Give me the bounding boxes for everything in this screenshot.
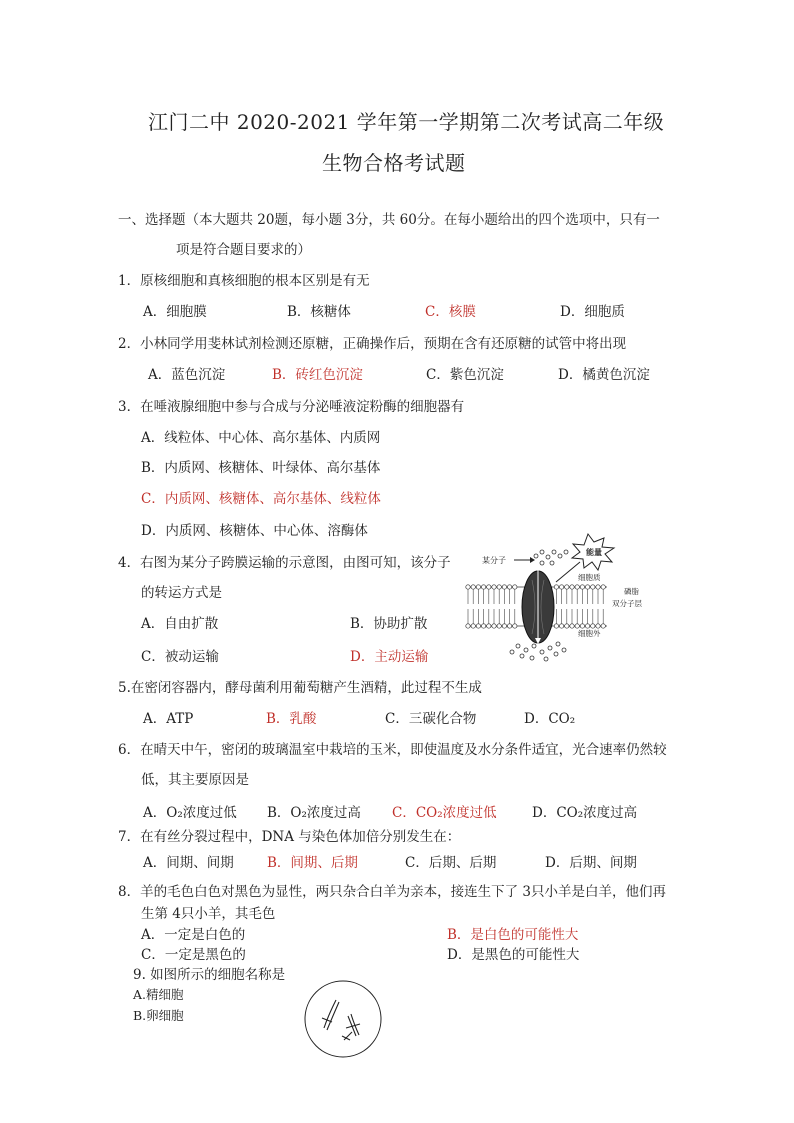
lipid-head: [559, 624, 563, 628]
q6-option-a[interactable]: A．O₂浓度过低: [143, 805, 237, 821]
cell-figure: [302, 978, 384, 1060]
q3-stem: 3．在唾液腺细胞中参与合成与分泌唾液淀粉酶的细胞器有: [118, 399, 465, 415]
q9-option-a[interactable]: A.精细胞: [133, 987, 184, 1002]
lipid-head: [570, 585, 574, 589]
lipid-head: [565, 624, 569, 628]
lipid-head: [575, 585, 579, 589]
label-cytoplasm: 细胞质: [578, 573, 601, 582]
lipid-head: [575, 624, 579, 628]
label-bilayer: 双分子层: [612, 599, 642, 608]
q5-stem: 5.在密闭容器内，酵母菌利用葡萄糖产生酒精，此过程不生成: [118, 680, 482, 696]
q7-option-d[interactable]: D．后期、间期: [545, 855, 637, 871]
lipid-head: [497, 585, 501, 589]
q3-option-b[interactable]: B．内质网、核糖体、叶绿体、高尔基体: [141, 460, 381, 476]
label-molecule: 某分子: [482, 556, 506, 565]
q4-option-c[interactable]: C．被动运输: [141, 649, 219, 665]
q1-option-a[interactable]: A．细胞膜: [143, 304, 207, 320]
q7-option-b[interactable]: B．间期、后期: [267, 855, 358, 871]
membrane-transport-figure: [462, 532, 642, 667]
label-phospholipid: 磷脂: [624, 587, 639, 596]
lipid-head: [570, 624, 574, 628]
lipid-head: [591, 624, 595, 628]
q1-stem: 1．原核细胞和真核细胞的根本区别是有无: [118, 273, 370, 289]
label-energy: 能量: [586, 548, 602, 557]
molecules-outside: [510, 642, 566, 661]
q2-option-b[interactable]: B．砖红色沉淀: [272, 367, 363, 383]
q2-stem: 2．小林同学用斐林试剂检测还原糖，正确操作后，预期在含有还原糖的试管中将出现: [118, 336, 627, 352]
lipid-head: [476, 624, 480, 628]
lipid-head: [507, 624, 511, 628]
lipid-head: [497, 624, 501, 628]
lipid-head: [466, 624, 470, 628]
page-title: 江门二中 2020-2021 学年第一学期第二次考试高二年级: [148, 110, 665, 134]
q1-option-b[interactable]: B．核糖体: [287, 304, 351, 320]
lipid-head: [601, 624, 605, 628]
lipid-head: [596, 585, 600, 589]
page-subtitle: 生物合格考试题: [322, 151, 466, 175]
q2-option-c[interactable]: C．紫色沉淀: [426, 367, 504, 383]
lipid-head: [471, 585, 475, 589]
lipid-head: [471, 624, 475, 628]
q1-option-d[interactable]: D．细胞质: [560, 304, 625, 320]
lipid-head: [476, 585, 480, 589]
lipid-head: [585, 585, 589, 589]
lipid-head: [481, 624, 485, 628]
q3-option-c[interactable]: C．内质网、核糖体、高尔基体、线粒体: [141, 491, 381, 507]
lipid-head: [492, 585, 496, 589]
section-heading-cont: 项是符合题目要求的）: [176, 242, 311, 258]
q5-option-b[interactable]: B．乳酸: [266, 711, 317, 727]
q8-option-d[interactable]: D．是黑色的可能性大: [447, 947, 580, 963]
lipid-head: [502, 585, 506, 589]
molecules-inside: [534, 550, 568, 565]
q9-option-b[interactable]: B.卵细胞: [133, 1008, 184, 1023]
q2-option-a[interactable]: A．蓝色沉淀: [148, 367, 226, 383]
lipid-head: [554, 585, 558, 589]
lipid-head: [502, 624, 506, 628]
q6-stem: 6．在晴天中午，密闭的玻璃温室中栽培的玉米，即使温度及水分条件适宜，光合速率仍然较: [118, 742, 667, 758]
lipid-head: [507, 585, 511, 589]
q7-option-c[interactable]: C．后期、后期: [405, 855, 497, 871]
lipid-head: [481, 585, 485, 589]
lipid-head: [580, 624, 584, 628]
lipid-head: [554, 624, 558, 628]
q4-stem-cont: 的转运方式是: [141, 585, 222, 601]
lipid-head: [492, 624, 496, 628]
lipid-head: [487, 624, 491, 628]
label-outside: 细胞外: [578, 629, 601, 638]
q6-option-d[interactable]: D．CO₂浓度过高: [532, 805, 638, 821]
q6-option-c[interactable]: C．CO₂浓度过低: [392, 805, 497, 821]
q1-option-c[interactable]: C．核膜: [425, 304, 476, 320]
q8-stem-cont: 生第 4只小羊，其毛色: [141, 906, 276, 922]
cell-membrane: [305, 981, 381, 1057]
chromosomes: [322, 1000, 360, 1040]
lipid-head: [513, 624, 517, 628]
section-heading: 一、选择题（本大题共 20题，每小题 3分，共 60分。在每小题给出的四个选项中，只有一: [118, 212, 660, 228]
q9-stem: 9. 如图所示的细胞名称是: [133, 967, 286, 983]
q3-option-d[interactable]: D．内质网、核糖体、中心体、溶酶体: [141, 523, 368, 539]
lipid-head: [466, 585, 470, 589]
q5-option-a[interactable]: A．ATP: [143, 711, 194, 727]
lipid-head: [559, 585, 563, 589]
q8-stem: 8．羊的毛色白色对黑色为显性，两只杂合白羊为亲本，接连生下了 3只小羊是白羊，他们再: [118, 884, 666, 900]
q6-stem-cont: 低，其主要原因是: [141, 772, 249, 788]
q4-option-a[interactable]: A．自由扩散: [141, 616, 219, 632]
lipid-head: [591, 585, 595, 589]
q2-option-d[interactable]: D．橘黄色沉淀: [558, 367, 650, 383]
lipid-head: [596, 624, 600, 628]
q6-option-b[interactable]: B．O₂浓度过高: [267, 805, 361, 821]
q4-stem: 4．右图为某分子跨膜运输的示意图，由图可知，该分子: [118, 555, 451, 571]
q8-option-c[interactable]: C．一定是黑色的: [141, 947, 246, 963]
q8-option-a[interactable]: A．一定是白色的: [141, 927, 246, 943]
lipid-head: [565, 585, 569, 589]
lipid-head: [487, 585, 491, 589]
q3-option-a[interactable]: A．线粒体、中心体、高尔基体、内质网: [141, 430, 381, 446]
lipid-head: [585, 624, 589, 628]
q7-option-a[interactable]: A．间期、间期: [143, 855, 234, 871]
q7-stem: 7．在有丝分裂过程中，DNA 与染色体加倍分别发生在：: [118, 829, 461, 845]
lipid-head: [513, 585, 517, 589]
q5-option-c[interactable]: C．三碳化合物: [385, 711, 477, 727]
lipid-head: [580, 585, 584, 589]
lipid-head: [601, 585, 605, 589]
q4-option-d[interactable]: D．主动运输: [350, 649, 429, 665]
q5-option-d[interactable]: D．CO₂: [524, 711, 576, 727]
q8-option-b[interactable]: B．是白色的可能性大: [447, 927, 579, 943]
q4-option-b[interactable]: B．协助扩散: [350, 616, 428, 632]
